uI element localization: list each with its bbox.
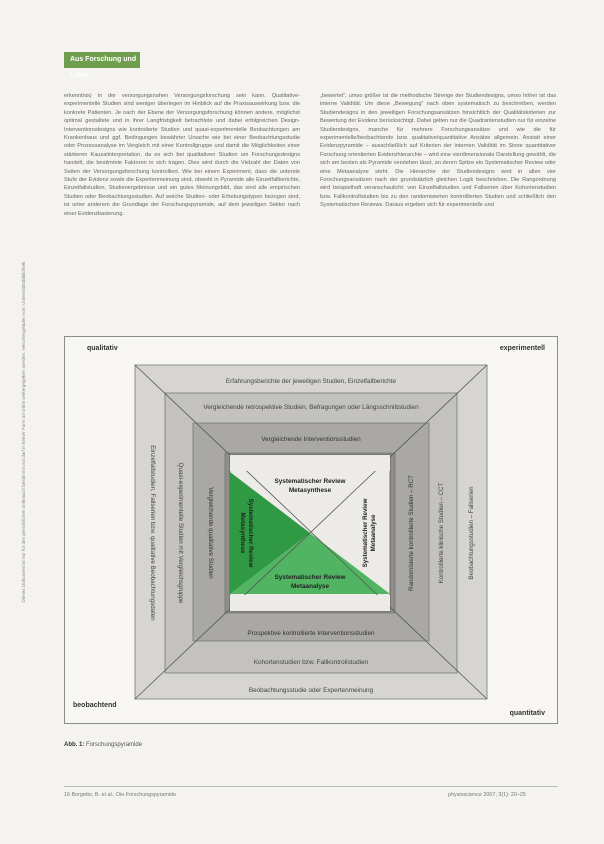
- footer-right: physioscience 2007; 3(1): 20–25: [448, 792, 526, 798]
- section-header: Aus Forschung und Lehre: [64, 52, 140, 68]
- center-right-label-1: Systematischer Review: [362, 498, 369, 568]
- center-left-label-2: Metasynthese: [239, 512, 246, 554]
- bottom-label-1: Prospektive kontrollierte Interventionsstudien: [247, 630, 375, 637]
- center-bottom-label-2: Metaanalyse: [290, 583, 330, 590]
- corner-label-beobachtend: beobachtend: [73, 702, 117, 709]
- top-label-2a: Vergleichende retrospektive Studien, Befragungen oder Längsschnittstudien: [203, 404, 419, 411]
- center-bottom-label-bg: [230, 595, 390, 611]
- footer-divider: [64, 786, 558, 787]
- center-right-label-2: Metaanalyse: [370, 514, 377, 552]
- caption-label: Abb. 1:: [64, 742, 85, 748]
- left-label-1: Einzelfallstudien, Fallserien bzw. qualitative Beobachtungsdaten: [149, 445, 156, 621]
- top-label-3: Vergleichende Interventionsstudien: [261, 436, 361, 443]
- footer-left: 16 Borgetto, B. et al.: Die Forschungspyramide: [64, 792, 177, 798]
- left-label-2: Quasi-experimentelle Studien mit Vergleichsgruppe: [177, 462, 184, 604]
- right-column-text: „bewertet“, umso größer ist die methodische Strenge der Studiendesigns, umso höher ist das interne Validität. Um diese „Bewegung“ nach oben systematisch zu beschreiben, werden Studiendesigns in den jeweiligen Forschungsansätzen hinsichtlich der Qualitätskriterien zur Bewertung der Evidenz berücksichtigt. Dabei gelten nur die Quadrantenstudien nur für einzelne Studiendesigns, manche für mehrere Forschungsansätze und wie die für experimentelle/beobachtende bzw. qualitative/quantitative Ansätze allgemein. Anstatt einer Evidenzpyramide – ausschließlich auf Kriterien der internen Validität im Sinne quantitativer Forschung orientierten Evidenzhierarchie – wird eine vierdimensionale Darstellung gewählt, die sich am besten als Pyramide verstehen lässt, an deren Spitze ein Systematischer Review oder eine Metaanalyse steht. Die Hierarchie der Studiendesigns wird in allen vier Forschungsansätzen nach der grundsätzlich gleichen Logik beschrieben. Die Rangordnung wird beispielhaft veranschaulicht: von Einzelfallstudien und Fallserien über Kohortenstudien bzw. Fallkontrollstudien bis zu den randomisierten kontrollierten Studien und schließlich den Systematischen Reviews. Daraus ergeben sich für experimentelle und: [320, 93, 557, 209]
- top-label-1: Erfahrungsberichte der jeweiligen Studien, Einzelfallberichte: [225, 378, 397, 385]
- center-left-label-1: Systematischer Review: [247, 498, 254, 568]
- figure-frame: [64, 336, 558, 724]
- side-note: Dieses Dokument ist nur für den persönlichen Gebrauch bestimmt und darf in keiner Form an Dritte weitergegeben werden. Heruntergeladen von: Universitätsbibliothek: [21, 261, 26, 603]
- center-top-label-bg: [230, 455, 390, 471]
- right-column: [320, 92, 556, 210]
- corner-label-experimentell: experimentell: [499, 345, 545, 352]
- corner-label-quantitativ: quantitativ: [509, 710, 545, 717]
- bottom-label-2: Kohortenstudien bzw. Fallkontrollstudien: [253, 659, 369, 666]
- bottom-label-3: Beobachtungsstudie oder Expertenmeinung: [248, 687, 374, 694]
- figure-caption: [64, 742, 142, 748]
- center-top-label-1: Systematischer Review: [274, 478, 346, 485]
- center-top-label-2: Metasynthese: [288, 487, 332, 494]
- right-label-3: Beobachtungsstudien – Fallserien: [468, 486, 475, 580]
- right-label-1: Randomisierte kontrollierte Studien – RCT: [408, 475, 415, 591]
- center-bottom-label-1: Systematischer Review: [274, 574, 346, 581]
- caption-text: Forschungspyramide: [86, 742, 143, 748]
- right-label-2: Kontrollierte klinische Studien – CCT: [438, 482, 445, 584]
- pyramid-diagram: [65, 337, 559, 725]
- left-column: [64, 92, 300, 218]
- corner-label-qualitativ: qualitativ: [87, 345, 118, 352]
- left-label-3: Vergleichende qualitative Studien: [207, 487, 214, 579]
- left-column-text: erkenntnis) in der versorgungsnahen Versorgungsforschung sein kann. Qualitative-experimentelle Studien sind weniger überlegen im Hinblick auf die Praxisauswirkung bzw. die konkrete Patienten. Je nach der Ebene der Versorgungsforschung können andere, möglichst optimal gestaltete und in ihrer Langfristigkeit betrachtete und dabei erfolgreichen Design-Interventionsdesigns wie kontrolierte Studien und quasi-experimentelle Beobachtungen am Krankenhaus und ggf. Bedingungen bewährter Ursache wie bei einer Beobachtungsstudie oder Prozessanalyse im Vergleich mit einer Kontrollgruppe und damit die Möglichkeiten einer stärkeren Kausalinterpretation, da es sich bei qualitativen Studien um Forschungsdesigns handelt, die bestimmte Faktoren in sich tragen. Dies wird durch die Vielzahl der Daten von Seiten der Versorgungsforschung kontrolliert. Wie bei einem Experiment, dass die unterste Stufe der Evidenz sowie die Expertenmeinung sind, obwohl in Pyramide alle Einzelfallberichte, Einzelfallstudien, Studienergebnisse und ein gutes Meinungsbild, das sind alle empirischen Studien oder Beobachtungsstudien. Auf welche Studien- oder Erhebungstypen bezogen sind, ist unter anderem die Grundlage der Forschungspyramide, auf dem jeweiligen Sektor nach einer Evidenzbasierung.: [64, 93, 300, 217]
